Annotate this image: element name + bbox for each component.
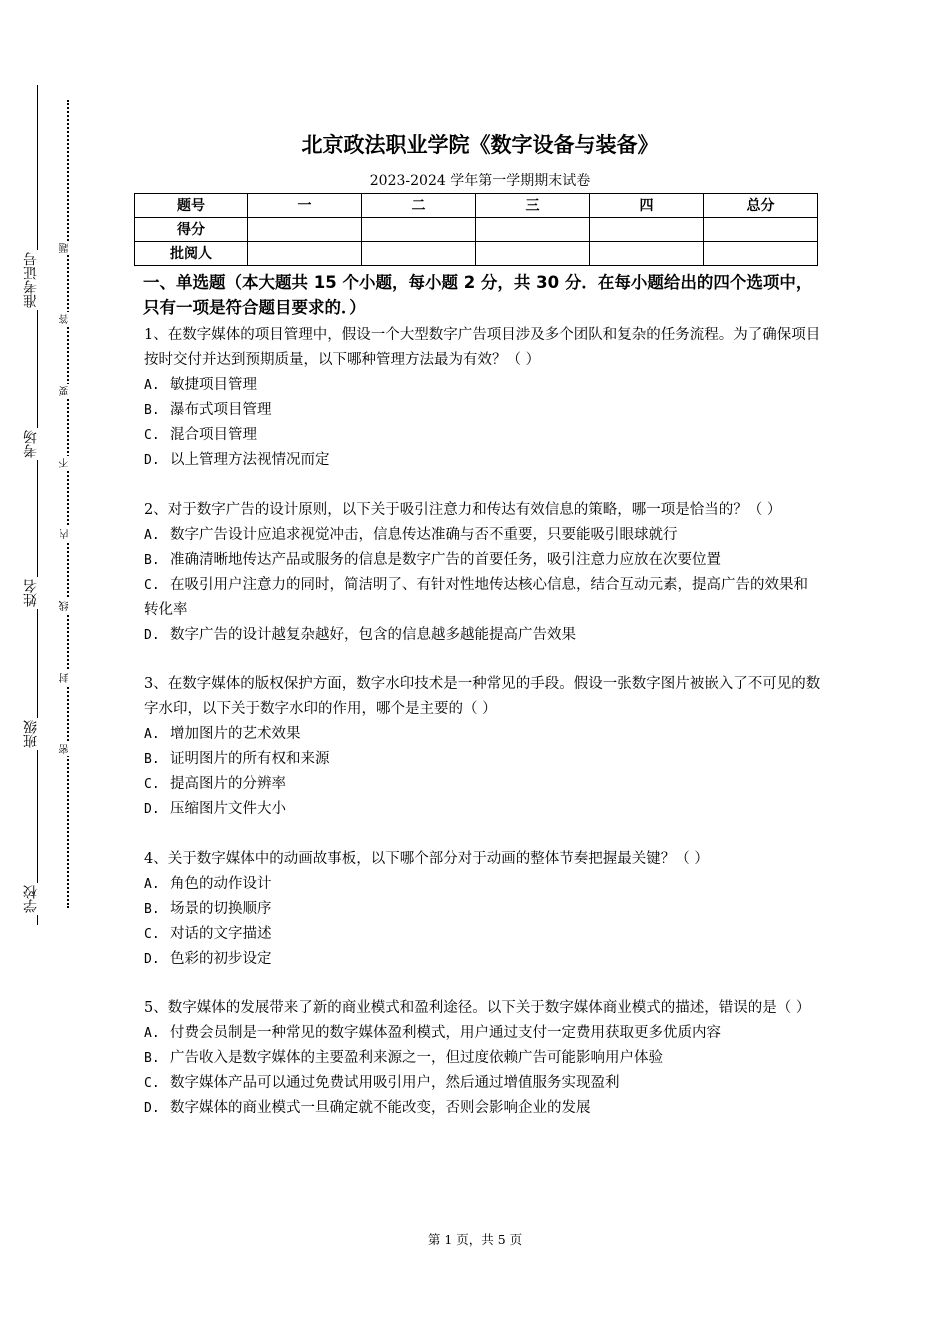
exam-id-field-label: 准考证号 xyxy=(23,252,39,308)
reviewer-cell xyxy=(476,242,590,266)
table-header-cell: 四 xyxy=(590,194,704,218)
option-a xyxy=(144,722,820,747)
table-header-cell: 一 xyxy=(248,194,362,218)
option-text: 色彩的初步设定 xyxy=(170,950,272,967)
option-letter: D. xyxy=(144,1101,160,1116)
option-letter: C. xyxy=(144,428,160,443)
name-field-label: 姓名 xyxy=(23,579,39,607)
option-text: 数字广告设计应追求视觉冲击，信息传达准确与否不重要，只要能吸引眼球就行 xyxy=(170,526,678,543)
page-footer: 第 1 页，共 5 页 xyxy=(427,1232,523,1247)
reviewer-cell xyxy=(590,242,704,266)
table-header-cell: 总分 xyxy=(704,194,818,218)
question-2 xyxy=(144,498,820,648)
room-field-label: 考场 xyxy=(23,430,39,458)
score-cell xyxy=(590,218,704,242)
seal-dotted-line xyxy=(67,100,69,908)
option-letter: B. xyxy=(144,1051,160,1066)
table-header-cell: 题号 xyxy=(135,194,248,218)
question-stem: 2、对于数字广告的设计原则，以下关于吸引注意力和传达有效信息的策略，哪一项是恰当的？（ ） xyxy=(144,501,782,518)
option-text: 敏捷项目管理 xyxy=(170,377,257,393)
option-letter: B. xyxy=(144,752,160,767)
question-stem: 4、关于数字媒体中的动画故事板，以下哪个部分对于动画的整体节奏把握最关键？（ ） xyxy=(144,850,709,867)
question-3 xyxy=(144,672,820,822)
option-d xyxy=(144,797,820,822)
class-field-label: 班级 xyxy=(23,720,39,748)
option-text: 数字媒体的商业模式一旦确定就不能改变，否则会影响企业的发展 xyxy=(170,1100,591,1116)
option-text: 准确清晰地传达产品或服务的信息是数字广告的首要任务，吸引注意力应放在次要位置 xyxy=(170,551,721,568)
seal-char-da: 答 xyxy=(60,312,76,326)
option-b xyxy=(144,897,820,922)
score-cell xyxy=(248,218,362,242)
option-letter: D. xyxy=(144,802,160,817)
option-d xyxy=(144,1096,820,1121)
option-text: 以上管理方法视情况而定 xyxy=(170,452,330,468)
option-b xyxy=(144,398,820,423)
option-letter: A. xyxy=(144,1026,160,1041)
row-label-cell: 得分 xyxy=(135,218,248,242)
option-letter: B. xyxy=(144,403,160,418)
question-4 xyxy=(144,847,820,972)
option-letter: C. xyxy=(144,577,160,593)
reviewer-cell xyxy=(704,242,818,266)
option-b xyxy=(144,747,820,772)
question-stem: 1、在数字媒体的项目管理中，假设一个大型数字广告项目涉及多个团队和复杂的任务流程。为了确保项目按时交付并达到预期质量，以下哪种管理方法最为有效？（ ） xyxy=(144,327,821,368)
option-c xyxy=(144,772,820,797)
school-field-label: 学校 xyxy=(23,885,39,913)
option-b xyxy=(144,1046,820,1071)
question-1 xyxy=(144,323,820,473)
binding-margin xyxy=(0,0,80,1344)
table-header-cell: 二 xyxy=(362,194,476,218)
option-a xyxy=(144,523,820,548)
option-c xyxy=(144,1071,820,1096)
option-text: 对话的文字描述 xyxy=(170,925,272,942)
option-text: 付费会员制是一种常见的数字媒体盈利模式，用户通过支付一定费用获取更多优质内容 xyxy=(170,1025,721,1041)
seal-char-yao: 要 xyxy=(60,384,76,398)
option-text: 证明图片的所有权和来源 xyxy=(170,751,330,767)
score-row xyxy=(135,218,818,242)
option-a xyxy=(144,1021,820,1046)
exam-title: 北京政法职业学院《数字设备与装备》 xyxy=(301,133,659,157)
seal-char-bu: 不 xyxy=(60,456,76,470)
option-text: 瀑布式项目管理 xyxy=(170,402,272,418)
option-b xyxy=(144,548,820,573)
score-cell xyxy=(704,218,818,242)
option-text: 增加图片的艺术效果 xyxy=(170,726,301,742)
reviewer-cell xyxy=(362,242,476,266)
exam-subtitle: 2023-2024 学年第一学期期末试卷 xyxy=(369,173,591,189)
seal-char-ti: 题 xyxy=(60,241,76,255)
binding-line xyxy=(37,85,38,925)
option-letter: A. xyxy=(144,527,160,543)
option-text: 压缩图片文件大小 xyxy=(170,801,286,817)
option-text: 角色的动作设计 xyxy=(170,875,272,892)
option-text: 在吸引用户注意力的同时，简洁明了、有针对性地传达核心信息，结合互动元素，提高广告的效果和转化率 xyxy=(144,576,808,618)
option-a xyxy=(144,373,820,398)
option-letter: B. xyxy=(144,901,160,917)
option-text: 提高图片的分辨率 xyxy=(170,776,286,792)
score-table xyxy=(134,193,818,266)
option-c xyxy=(144,922,820,947)
option-letter: D. xyxy=(144,627,160,643)
option-letter: A. xyxy=(144,727,160,742)
score-cell xyxy=(476,218,590,242)
seal-char-feng: 封 xyxy=(60,671,76,685)
seal-char-xian: 线 xyxy=(60,599,76,613)
table-header-cell: 三 xyxy=(476,194,590,218)
reviewer-cell xyxy=(248,242,362,266)
score-table-header-row xyxy=(135,194,818,218)
question-stem: 3、在数字媒体的版权保护方面，数字水印技术是一种常见的手段。假设一张数字图片被嵌入了不可见的数字水印，以下关于数字水印的作用，哪个是主要的（ ） xyxy=(144,676,821,717)
option-d xyxy=(144,947,820,972)
score-cell xyxy=(362,218,476,242)
option-letter: C. xyxy=(144,1076,160,1091)
option-c xyxy=(144,573,820,623)
option-letter: A. xyxy=(144,876,160,892)
option-letter: C. xyxy=(144,926,160,942)
option-d xyxy=(144,623,820,648)
option-letter: C. xyxy=(144,777,160,792)
question-stem: 5、数字媒体的发展带来了新的商业模式和盈利途径。以下关于数字媒体商业模式的描述，错误的是（ ） xyxy=(144,1000,811,1016)
section-heading: 一、单选题（本大题共 15 个小题，每小题 2 分，共 30 分．在每小题给出的四个选项中，只有一项是符合题目要求的．） xyxy=(143,273,813,317)
option-letter: D. xyxy=(144,951,160,967)
option-text: 数字广告的设计越复杂越好，包含的信息越多越能提高广告效果 xyxy=(170,626,576,643)
option-letter: A. xyxy=(144,378,160,393)
option-letter: D. xyxy=(144,453,160,468)
option-text: 混合项目管理 xyxy=(170,427,257,443)
option-d xyxy=(144,448,820,473)
reviewer-row xyxy=(135,242,818,266)
exam-content xyxy=(144,270,820,1146)
option-text: 数字媒体产品可以通过免费试用吸引用户，然后通过增值服务实现盈利 xyxy=(170,1075,620,1091)
row-label-cell: 批阅人 xyxy=(135,242,248,266)
option-text: 广告收入是数字媒体的主要盈利来源之一，但过度依赖广告可能影响用户体验 xyxy=(170,1050,663,1066)
option-a xyxy=(144,872,820,897)
option-letter: B. xyxy=(144,552,160,568)
option-text: 场景的切换顺序 xyxy=(170,900,272,917)
option-c xyxy=(144,423,820,448)
seal-char-nei: 内 xyxy=(60,527,76,541)
question-5 xyxy=(144,996,820,1121)
seal-char-mi: 密 xyxy=(60,742,76,756)
